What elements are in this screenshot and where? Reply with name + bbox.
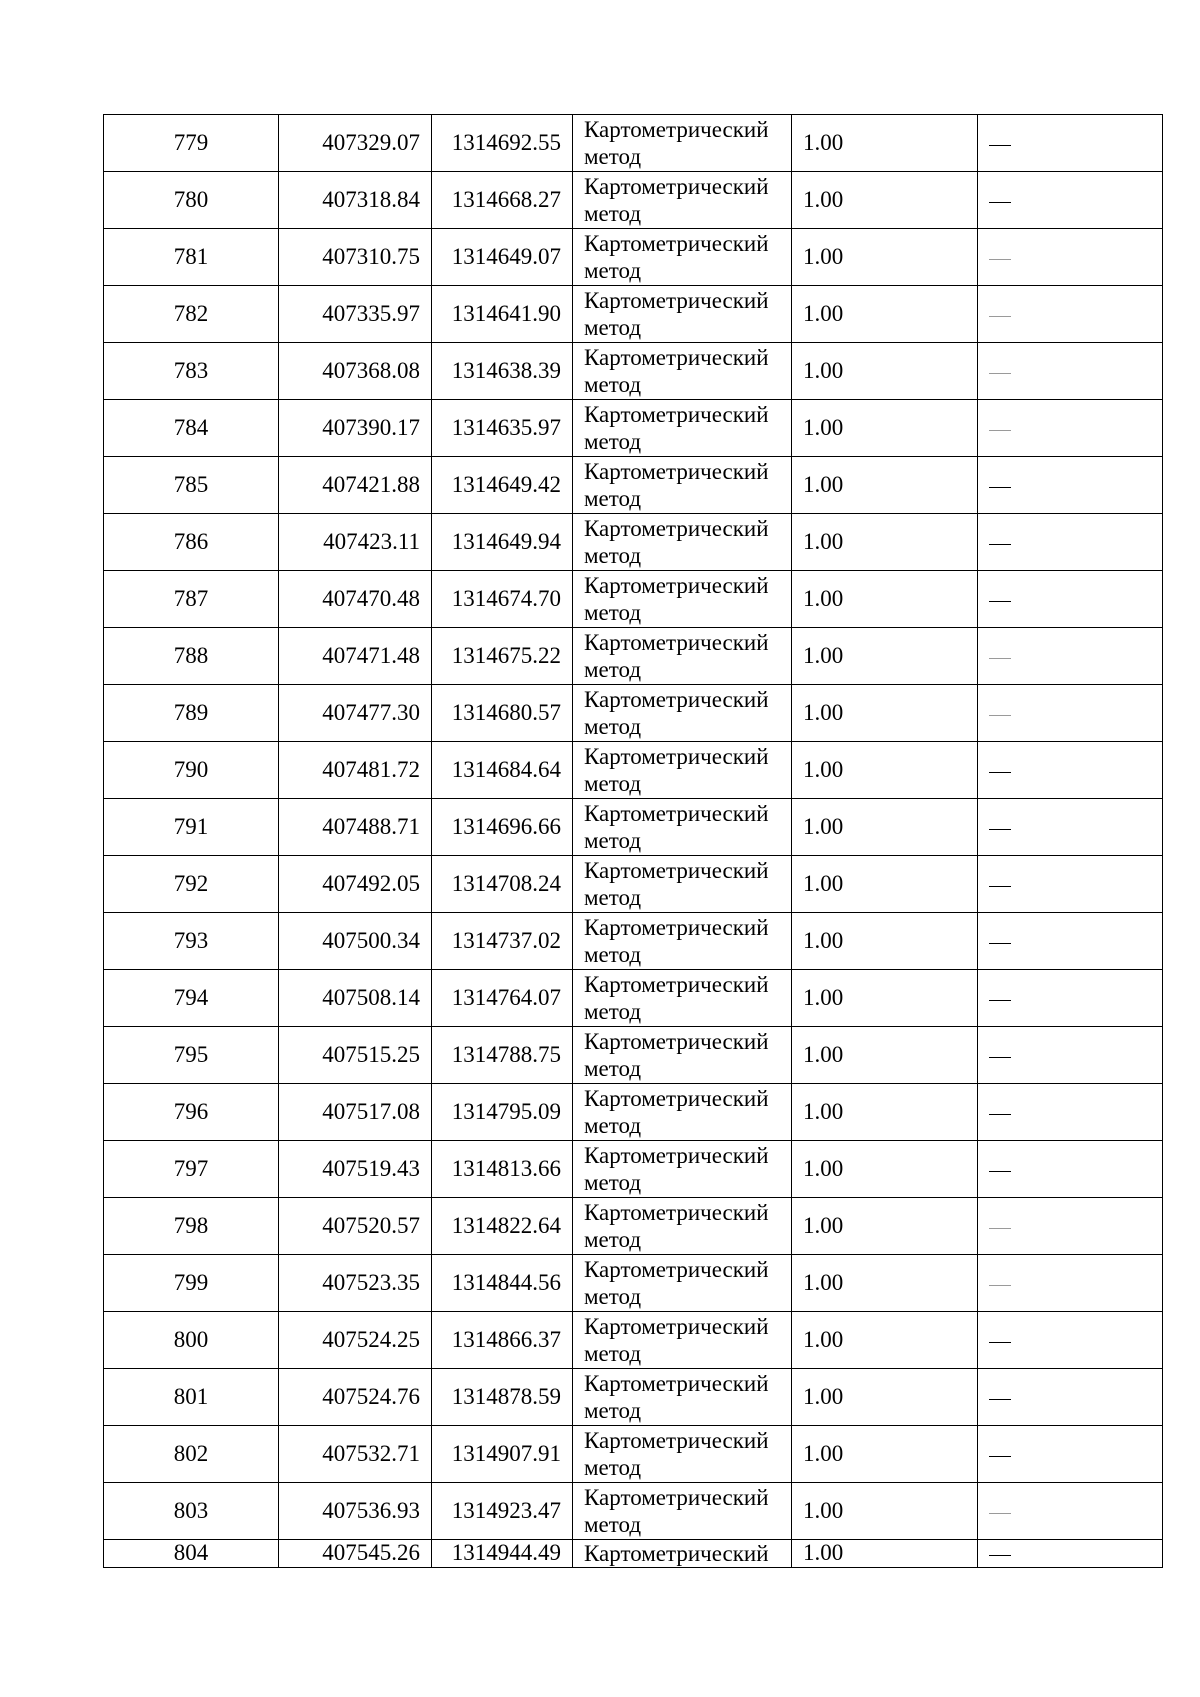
accuracy-cell: 1.00 [792,1084,978,1141]
y-coordinate-cell: 1314822.64 [432,1198,573,1255]
em-dash-mark [989,1342,1011,1343]
em-dash-mark [989,1171,1011,1172]
point-number-cell: 783 [104,343,279,400]
method-cell [573,229,792,286]
point-number-cell: 801 [104,1369,279,1426]
y-coordinate-cell: 1314635.97 [432,400,573,457]
method-text-line1: Картометрический [584,1029,769,1054]
method-text-line2: метод [584,201,642,226]
method-cell [573,685,792,742]
y-coordinate-cell: 1314708.24 [432,856,573,913]
point-number-cell: 781 [104,229,279,286]
method-cell [573,1483,792,1540]
x-coordinate-cell: 407524.25 [279,1312,432,1369]
method-text-line2: метод [584,771,642,796]
accuracy-cell: 1.00 [792,742,978,799]
x-coordinate-cell: 407421.88 [279,457,432,514]
method-text-line1: Картометрический [584,801,769,826]
method-text-line1: Картометрический [584,174,769,199]
table-row [104,571,1163,628]
em-dash-mark [989,886,1011,887]
method-text-line2: метод [584,657,642,682]
method-text-line2: метод [584,372,642,397]
description-cell [978,1312,1163,1369]
x-coordinate-cell: 407481.72 [279,742,432,799]
accuracy-cell: 1.00 [792,1483,978,1540]
table-row [104,514,1163,571]
point-number-cell: 804 [104,1540,279,1568]
method-text-line2: метод [584,486,642,511]
accuracy-cell: 1.00 [792,856,978,913]
point-number-cell: 797 [104,1141,279,1198]
point-number-cell: 789 [104,685,279,742]
description-cell [978,400,1163,457]
method-text-line2: метод [584,543,642,568]
table-row [104,1312,1163,1369]
point-number-cell: 795 [104,1027,279,1084]
x-coordinate-cell: 407390.17 [279,400,432,457]
method-cell [573,286,792,343]
y-coordinate-cell: 1314944.49 [432,1540,573,1568]
method-text-line1: Картометрический [584,1143,769,1168]
table-row [104,457,1163,514]
method-cell [573,1198,792,1255]
accuracy-cell: 1.00 [792,1198,978,1255]
description-cell [978,1084,1163,1141]
y-coordinate-cell: 1314866.37 [432,1312,573,1369]
description-cell [978,685,1163,742]
table-row [104,628,1163,685]
description-cell [978,1027,1163,1084]
description-cell [978,970,1163,1027]
accuracy-cell: 1.00 [792,343,978,400]
method-text-line1: Картометрический [584,687,769,712]
em-dash-mark [989,1555,1011,1556]
description-cell [978,457,1163,514]
table-row [104,1027,1163,1084]
y-coordinate-cell: 1314649.94 [432,514,573,571]
em-dash-mark [989,259,1011,260]
method-cell [573,742,792,799]
point-number-cell: 787 [104,571,279,628]
y-coordinate-cell: 1314737.02 [432,913,573,970]
point-number-cell: 792 [104,856,279,913]
method-cell [573,1540,792,1568]
y-coordinate-cell: 1314764.07 [432,970,573,1027]
em-dash-mark [989,1456,1011,1457]
method-text-line2: метод [584,1455,642,1480]
description-cell [978,514,1163,571]
coordinates-table [103,114,1163,1568]
point-number-cell: 799 [104,1255,279,1312]
x-coordinate-cell: 407335.97 [279,286,432,343]
x-coordinate-cell: 407524.76 [279,1369,432,1426]
table-row [104,115,1163,172]
point-number-cell: 803 [104,1483,279,1540]
method-text-line1: Картометрический [584,972,769,997]
description-cell [978,229,1163,286]
method-text-line2: метод [584,315,642,340]
x-coordinate-cell: 407523.35 [279,1255,432,1312]
method-text-line2: метод [584,1170,642,1195]
x-coordinate-cell: 407500.34 [279,913,432,970]
accuracy-cell: 1.00 [792,628,978,685]
method-text-line2: метод [584,600,642,625]
description-cell [978,1483,1163,1540]
em-dash-mark [989,544,1011,545]
description-cell [978,856,1163,913]
method-cell [573,1312,792,1369]
method-text-line1: Картометрический [584,516,769,541]
method-text-line1: Картометрический [584,915,769,940]
description-cell [978,571,1163,628]
x-coordinate-cell: 407519.43 [279,1141,432,1198]
description-cell [978,742,1163,799]
method-text-line2: метод [584,885,642,910]
accuracy-cell: 1.00 [792,799,978,856]
x-coordinate-cell: 407329.07 [279,115,432,172]
method-text-line2: метод [584,1398,642,1423]
method-text-line2: метод [584,1284,642,1309]
y-coordinate-cell: 1314923.47 [432,1483,573,1540]
table-row [104,172,1163,229]
method-text-line1: Картометрический [584,744,769,769]
method-text-line2: метод [584,144,642,169]
method-cell [573,799,792,856]
accuracy-cell: 1.00 [792,685,978,742]
method-text-line2: метод [584,258,642,283]
point-number-cell: 788 [104,628,279,685]
em-dash-mark [989,487,1011,488]
table-row [104,1084,1163,1141]
table-row [104,1369,1163,1426]
method-cell [573,970,792,1027]
method-text-line1: Картометрический [584,288,769,313]
y-coordinate-cell: 1314907.91 [432,1426,573,1483]
y-coordinate-cell: 1314674.70 [432,571,573,628]
point-number-cell: 785 [104,457,279,514]
y-coordinate-cell: 1314638.39 [432,343,573,400]
point-number-cell: 784 [104,400,279,457]
method-text-line2: метод [584,429,642,454]
method-text-line1: Картометрический [584,231,769,256]
accuracy-cell: 1.00 [792,172,978,229]
method-text-line1: Картометрический [584,1200,769,1225]
y-coordinate-cell: 1314684.64 [432,742,573,799]
method-cell [573,628,792,685]
table-row [104,742,1163,799]
point-number-cell: 793 [104,913,279,970]
em-dash-mark [989,1513,1011,1514]
method-text-line1: Картометрический [584,858,769,883]
em-dash-mark [989,829,1011,830]
em-dash-mark [989,316,1011,317]
point-number-cell: 794 [104,970,279,1027]
method-text-line1: Картометрический [584,630,769,655]
method-cell [573,856,792,913]
method-cell [573,913,792,970]
method-text-line1: Картометрический [584,1086,769,1111]
description-cell [978,286,1163,343]
accuracy-cell: 1.00 [792,229,978,286]
method-text-line2: метод [584,999,642,1024]
table-row [104,1540,1163,1568]
table-row [104,1141,1163,1198]
y-coordinate-cell: 1314878.59 [432,1369,573,1426]
y-coordinate-cell: 1314692.55 [432,115,573,172]
point-number-cell: 802 [104,1426,279,1483]
method-text-line1: Картометрический [584,1428,769,1453]
table-row [104,685,1163,742]
accuracy-cell: 1.00 [792,1369,978,1426]
method-cell [573,1255,792,1312]
description-cell [978,172,1163,229]
method-text-line2: метод [584,1113,642,1138]
table-row [104,970,1163,1027]
description-cell [978,1255,1163,1312]
method-cell [573,1369,792,1426]
em-dash-mark [989,772,1011,773]
accuracy-cell: 1.00 [792,1426,978,1483]
method-text-line2: метод [584,1056,642,1081]
description-cell [978,1141,1163,1198]
x-coordinate-cell: 407492.05 [279,856,432,913]
point-number-cell: 800 [104,1312,279,1369]
point-number-cell: 791 [104,799,279,856]
method-cell [573,1027,792,1084]
table-row [104,229,1163,286]
description-cell [978,343,1163,400]
x-coordinate-cell: 407488.71 [279,799,432,856]
accuracy-cell: 1.00 [792,457,978,514]
y-coordinate-cell: 1314795.09 [432,1084,573,1141]
accuracy-cell: 1.00 [792,1141,978,1198]
table-row [104,1198,1163,1255]
y-coordinate-cell: 1314668.27 [432,172,573,229]
table-row [104,1483,1163,1540]
table-row [104,286,1163,343]
x-coordinate-cell: 407423.11 [279,514,432,571]
em-dash-mark [989,1000,1011,1001]
method-text-line1: Картометрический [584,1314,769,1339]
coordinates-table-body [104,115,1163,1568]
x-coordinate-cell: 407532.71 [279,1426,432,1483]
method-text-line2: метод [584,942,642,967]
method-cell [573,1084,792,1141]
point-number-cell: 790 [104,742,279,799]
x-coordinate-cell: 407318.84 [279,172,432,229]
method-cell [573,1426,792,1483]
description-cell [978,628,1163,685]
accuracy-cell: 1.00 [792,913,978,970]
point-number-cell: 779 [104,115,279,172]
table-row [104,913,1163,970]
method-text-line1: Картометрический [584,402,769,427]
x-coordinate-cell: 407477.30 [279,685,432,742]
method-text-line1: Картометрический [584,1541,769,1566]
description-cell [978,913,1163,970]
accuracy-cell: 1.00 [792,571,978,628]
em-dash-mark [989,1114,1011,1115]
x-coordinate-cell: 407545.26 [279,1540,432,1568]
x-coordinate-cell: 407515.25 [279,1027,432,1084]
method-text-line1: Картометрический [584,117,769,142]
method-cell [573,457,792,514]
method-text-line1: Картометрический [584,345,769,370]
accuracy-cell: 1.00 [792,514,978,571]
em-dash-mark [989,1057,1011,1058]
method-cell [573,1141,792,1198]
method-cell [573,571,792,628]
y-coordinate-cell: 1314844.56 [432,1255,573,1312]
description-cell [978,115,1163,172]
method-text-line2: метод [584,714,642,739]
y-coordinate-cell: 1314675.22 [432,628,573,685]
x-coordinate-cell: 407471.48 [279,628,432,685]
y-coordinate-cell: 1314788.75 [432,1027,573,1084]
method-cell [573,172,792,229]
em-dash-mark [989,202,1011,203]
table-row [104,856,1163,913]
x-coordinate-cell: 407520.57 [279,1198,432,1255]
accuracy-cell: 1.00 [792,1540,978,1568]
method-text-line1: Картометрический [584,1485,769,1510]
point-number-cell: 782 [104,286,279,343]
description-cell [978,1369,1163,1426]
y-coordinate-cell: 1314649.42 [432,457,573,514]
y-coordinate-cell: 1314813.66 [432,1141,573,1198]
table-row [104,1426,1163,1483]
em-dash-mark [989,373,1011,374]
accuracy-cell: 1.00 [792,1027,978,1084]
x-coordinate-cell: 407470.48 [279,571,432,628]
em-dash-mark [989,658,1011,659]
x-coordinate-cell: 407310.75 [279,229,432,286]
method-text-line1: Картометрический [584,1371,769,1396]
method-text-line2: метод [584,1227,642,1252]
point-number-cell: 798 [104,1198,279,1255]
accuracy-cell: 1.00 [792,400,978,457]
x-coordinate-cell: 407368.08 [279,343,432,400]
method-cell [573,115,792,172]
accuracy-cell: 1.00 [792,1255,978,1312]
x-coordinate-cell: 407536.93 [279,1483,432,1540]
y-coordinate-cell: 1314641.90 [432,286,573,343]
x-coordinate-cell: 407508.14 [279,970,432,1027]
em-dash-mark [989,1228,1011,1229]
y-coordinate-cell: 1314649.07 [432,229,573,286]
x-coordinate-cell: 407517.08 [279,1084,432,1141]
method-text-line1: Картометрический [584,1257,769,1282]
table-row [104,799,1163,856]
em-dash-mark [989,1399,1011,1400]
method-text-line2: метод [584,1341,642,1366]
em-dash-mark [989,601,1011,602]
table-row [104,400,1163,457]
accuracy-cell: 1.00 [792,1312,978,1369]
method-text-line2: метод [584,1512,642,1537]
point-number-cell: 786 [104,514,279,571]
point-number-cell: 796 [104,1084,279,1141]
y-coordinate-cell: 1314696.66 [432,799,573,856]
em-dash-mark [989,943,1011,944]
description-cell [978,1426,1163,1483]
method-text-line2: метод [584,828,642,853]
method-cell [573,400,792,457]
accuracy-cell: 1.00 [792,115,978,172]
em-dash-mark [989,145,1011,146]
y-coordinate-cell: 1314680.57 [432,685,573,742]
description-cell [978,1540,1163,1568]
description-cell [978,1198,1163,1255]
method-cell [573,514,792,571]
method-text-line1: Картометрический [584,459,769,484]
em-dash-mark [989,715,1011,716]
description-cell [978,799,1163,856]
point-number-cell: 780 [104,172,279,229]
em-dash-mark [989,430,1011,431]
table-row [104,343,1163,400]
accuracy-cell: 1.00 [792,286,978,343]
table-row [104,1255,1163,1312]
accuracy-cell: 1.00 [792,970,978,1027]
method-text-line1: Картометрический [584,573,769,598]
method-cell [573,343,792,400]
em-dash-mark [989,1285,1011,1286]
